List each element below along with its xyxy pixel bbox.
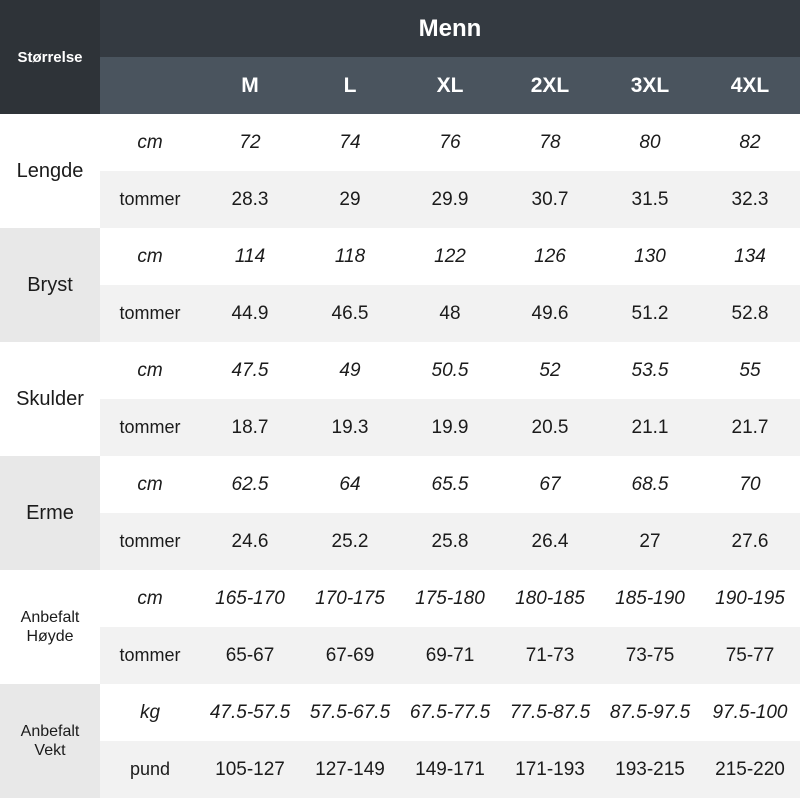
table-cell: 52.8: [731, 302, 769, 324]
table-cell: 19.9: [431, 416, 469, 438]
table-cell: 32.3: [731, 188, 769, 210]
unit-column-header: [100, 57, 200, 114]
table-cell: 122: [434, 245, 466, 267]
unit-label: cm: [137, 473, 163, 495]
measurement-group: [0, 456, 800, 570]
unit-label: cm: [137, 587, 163, 609]
unit-label: pund: [129, 759, 171, 779]
table-cell: 193-215: [615, 758, 685, 780]
table-cell: 76: [439, 131, 461, 153]
table-cell: 97.5-100: [712, 701, 788, 723]
table-cell: 53.5: [631, 359, 669, 381]
imperial-row: [100, 399, 800, 456]
metric-row: [100, 114, 800, 171]
measurement-label: Skulder: [16, 387, 84, 410]
unit-label: tommer: [119, 417, 181, 437]
unit-label: tommer: [119, 645, 181, 665]
table-cell: 44.9: [231, 302, 269, 324]
table-cell: 57.5-67.5: [309, 701, 391, 723]
table-cell: 87.5-97.5: [609, 701, 691, 723]
imperial-row: [100, 741, 800, 798]
table-cell: 21.7: [731, 416, 769, 438]
unit-label: tommer: [119, 303, 181, 323]
table-cell: 72: [239, 131, 261, 153]
table-cell: 171-193: [515, 758, 585, 780]
table-cell: 77.5-87.5: [509, 701, 591, 723]
unit-label: kg: [139, 701, 161, 723]
unit-label: tommer: [119, 189, 181, 209]
corner-header: Størrelse: [0, 0, 100, 114]
metric-row: [100, 456, 800, 513]
size-header: M: [241, 73, 259, 97]
table-cell: 180-185: [515, 587, 585, 609]
table-cell: 73-75: [625, 644, 675, 666]
measurement-label: Anbefalt Vekt: [0, 684, 100, 798]
table-cell: 127-149: [315, 758, 385, 780]
table-cell: 134: [734, 245, 766, 267]
measurement-group: [0, 228, 800, 342]
measurement-label: Erme: [0, 456, 100, 570]
table-cell: 165-170: [215, 587, 285, 609]
unit-label: tommer: [119, 531, 181, 551]
unit-label: cm: [137, 359, 163, 381]
table-cell: 55: [739, 359, 761, 381]
table-cell: 31.5: [631, 188, 669, 210]
table-cell: 27.6: [731, 530, 769, 552]
table-cell: 74: [339, 131, 361, 153]
table-cell: 215-220: [715, 758, 785, 780]
metric-row: [100, 570, 800, 627]
table-cell: 29: [339, 188, 361, 210]
imperial-row: [100, 627, 800, 684]
table-cell: 105-127: [215, 758, 285, 780]
table-cell: 26.4: [531, 530, 569, 552]
table-cell: 70: [739, 473, 761, 495]
table-cell: 185-190: [615, 587, 685, 609]
table-cell: 114: [234, 245, 266, 267]
table-cell: 51.2: [631, 302, 669, 324]
size-header: XL: [436, 73, 464, 97]
group-header: Menn: [100, 0, 800, 57]
table-cell: 49.6: [531, 302, 569, 324]
imperial-row: [100, 285, 800, 342]
table-cell: 190-195: [715, 587, 785, 609]
measurement-group: [0, 114, 800, 228]
table-cell: 65.5: [431, 473, 469, 495]
table-cell: 25.2: [331, 530, 369, 552]
measurement-group: [0, 570, 800, 684]
table-cell: 28.3: [231, 188, 269, 210]
measurement-group: [0, 684, 800, 798]
imperial-row: [100, 513, 800, 570]
table-cell: 24.6: [231, 530, 269, 552]
measurement-label: Bryst: [0, 228, 100, 342]
table-cell: 27: [639, 530, 661, 552]
imperial-row: [100, 171, 800, 228]
unit-label: cm: [137, 131, 163, 153]
table-cell: 68.5: [631, 473, 669, 495]
unit-label: cm: [137, 245, 163, 267]
size-header: 4XL: [730, 73, 770, 97]
measurement-group: [0, 342, 800, 456]
table-cell: 30.7: [531, 188, 569, 210]
table-cell: 130: [634, 245, 666, 267]
table-cell: 82: [739, 131, 761, 153]
metric-row: [100, 684, 800, 741]
table-cell: 48: [439, 302, 461, 324]
table-cell: 118: [334, 245, 366, 267]
size-header: L: [343, 73, 357, 97]
size-header: 2XL: [530, 73, 570, 97]
measurement-label: Lengde: [16, 159, 84, 182]
size-header: 3XL: [630, 73, 670, 97]
table-cell: 64: [339, 473, 361, 495]
metric-row: [100, 228, 800, 285]
table-cell: 71-73: [525, 644, 575, 666]
table-cell: 65-67: [225, 644, 275, 666]
size-header-row: [100, 57, 800, 114]
table-cell: 126: [534, 245, 566, 267]
metric-row: [100, 342, 800, 399]
table-cell: 29.9: [431, 188, 469, 210]
table-cell: 20.5: [531, 416, 569, 438]
table-cell: 47.5: [231, 359, 269, 381]
table-cell: 52: [539, 359, 561, 381]
table-cell: 49: [339, 359, 361, 381]
measurement-label: Anbefalt Høyde: [20, 609, 80, 645]
table-cell: 21.1: [631, 416, 669, 438]
table-cell: 67-69: [325, 644, 375, 666]
table-cell: 18.7: [231, 416, 269, 438]
table-cell: 80: [639, 131, 661, 153]
table-cell: 69-71: [425, 644, 475, 666]
table-cell: 175-180: [415, 587, 485, 609]
table-cell: 50.5: [431, 359, 469, 381]
table-cell: 149-171: [415, 758, 485, 780]
table-cell: 67: [539, 473, 561, 495]
table-cell: 46.5: [331, 302, 369, 324]
table-cell: 62.5: [231, 473, 269, 495]
table-cell: 25.8: [431, 530, 469, 552]
table-cell: 67.5-77.5: [409, 701, 491, 723]
table-cell: 170-175: [315, 587, 385, 609]
table-cell: 19.3: [331, 416, 369, 438]
table-cell: 78: [539, 131, 561, 153]
table-cell: 75-77: [725, 644, 775, 666]
table-cell: 47.5-57.5: [209, 701, 291, 723]
